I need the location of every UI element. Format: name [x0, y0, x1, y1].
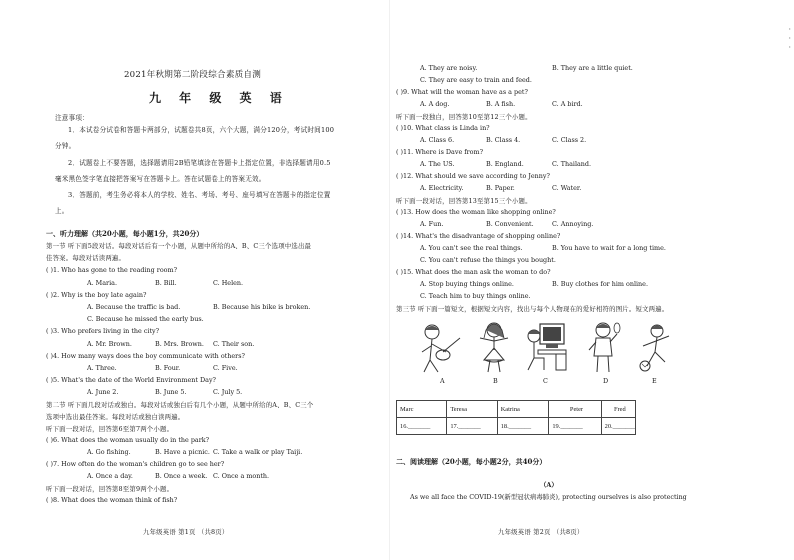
listen-instruction: 听下面一段独白，回答第10至第12三个小题。 [396, 113, 532, 121]
picture-label-c: C [543, 377, 548, 385]
q2-option-c: C. Because he missed the early bus. [87, 315, 204, 323]
answer-table [396, 400, 636, 435]
q9-stem: ( )9. What will the woman have as a pet? [396, 88, 528, 96]
q14-stem: ( )14. What's the disadvantage of shopping online? [396, 232, 561, 240]
answer-blank-17[interactable]: 17._______ [447, 418, 497, 435]
answer-blank-18[interactable]: 18._______ [497, 418, 549, 435]
q1-option-c: C. Helen. [213, 279, 244, 287]
q7-option-a: A. Once a day. [87, 472, 133, 480]
footer-right: 九年级英语 第2页 （共8页） [498, 528, 584, 536]
part2-title: 二、阅读理解（20小题，每小题2分，共40分） [396, 457, 547, 466]
q12-option-c: C. Water. [552, 184, 582, 192]
picture-e-football-player [635, 322, 679, 374]
q11-option-a: A. The US. [420, 160, 455, 168]
passage-first-line: As we all face the COVID-19(新型冠状病毒肺炎), protecting ourselves is also protecting [410, 493, 687, 501]
q4-option-c: C. Five. [213, 364, 238, 372]
sec1-intro: 佳答案。每段对话读两遍。 [46, 254, 126, 262]
notes-heading: 注意事项： [55, 114, 89, 122]
table-cell: Marc [397, 401, 447, 418]
q1-option-a: A. Maria. [87, 279, 117, 287]
subject-title: 九 年 级 英 语 [149, 91, 289, 105]
q9-option-a: A. A dog. [420, 100, 450, 108]
q13-stem: ( )13. How does the woman like shopping online? [396, 208, 556, 216]
q1-option-b: B. Bill. [155, 279, 177, 287]
q6-option-b: B. Have a picnic. [155, 448, 210, 456]
q13-option-b: B. Convenient. [486, 220, 534, 228]
q15-option-a: A. Stop buying things online. [420, 280, 514, 288]
picture-a-guitar-player [410, 322, 466, 374]
q2-stem: ( )2. Why is the boy late again? [46, 291, 147, 299]
q14-option-a: A. You can't see the real things. [420, 244, 523, 252]
picture-c-computer-user [522, 318, 570, 374]
answer-blank-16[interactable]: 16._______ [397, 418, 447, 435]
q10-option-b: B. Class 4. [486, 136, 521, 144]
q7-stem: ( )7. How often do the woman's children go to see her? [46, 460, 225, 468]
picture-label-a: A [440, 377, 445, 385]
notes-line: 分钟。 [55, 142, 76, 150]
picture-label-e: E [652, 377, 657, 385]
q7-option-b: B. Once a week. [155, 472, 208, 480]
q3-option-a: A. Mr. Brown. [87, 340, 132, 348]
notes-line: 3．答题前，考生务必将本人的学校、姓名、考场、考号、座号填写在答题卡的指定位置 [68, 191, 331, 199]
q2-option-a: A. Because the traffic is bad. [87, 303, 181, 311]
table-cell: Fred [601, 401, 635, 418]
q9-option-c: C. A bird. [552, 100, 583, 108]
listen-instruction: 听下面一段对话，回答第8至第9两个小题。 [46, 485, 174, 493]
picture-b-dancing-girl [472, 320, 518, 374]
sec2-intro: 选项中选出最佳答案。每段对话或独白读两遍。 [46, 413, 185, 421]
binding-edge-marks: · · · [788, 25, 791, 52]
notes-line: 1．本试卷分试卷和答题卡两部分，试题卷共8页，六个大题，满分120分，考试时间100 [68, 126, 335, 134]
q1-stem: ( )1. Who has gone to the reading room? [46, 266, 178, 274]
q15-option-c: C. Teach him to buy things online. [420, 292, 531, 300]
q12-option-b: B. Paper. [486, 184, 515, 192]
q13-option-a: A. Fun. [420, 220, 444, 228]
q3-option-b: B. Mrs. Brown. [155, 340, 204, 348]
q14-option-c: C. You can't refuse the things you bought. [420, 256, 556, 264]
q6-option-c: C. Take a walk or play Taiji. [213, 448, 303, 456]
table-cell: Teresa [447, 401, 497, 418]
picture-label-b: B [493, 377, 498, 385]
q4-stem: ( )4. How many ways does the boy communicate with others? [46, 352, 245, 360]
q5-option-c: C. July 5. [213, 388, 243, 396]
q6-stem: ( )6. What does the woman usually do in the park? [46, 436, 210, 444]
q5-option-a: A. June 2. [87, 388, 119, 396]
listen-instruction: 听下面一段对话，回答第13至第15三个小题。 [396, 197, 532, 205]
q14-option-b: B. You have to wait for a long time. [552, 244, 666, 252]
page-divider [389, 0, 390, 560]
q11-option-b: B. England. [486, 160, 524, 168]
sec1-intro: 第一节 听下面5段对话。每段对话后有一个小题，从题中所给的A、B、C三个选项中选出最 [46, 242, 312, 250]
q7-option-c: C. Once a month. [213, 472, 270, 480]
answer-blank-20[interactable]: 20._______ [601, 418, 635, 435]
q2-option-b: B. Because his bike is broken. [213, 303, 311, 311]
notes-line: 2．试题卷上不要答题，选择题请用2B铅笔填涂在答题卡上指定位置，非选择题请用0.5 [68, 159, 331, 167]
part1-title: 一、听力理解（共20小题，每小题1分，共20分） [46, 229, 204, 238]
q12-option-a: A. Electricity. [420, 184, 464, 192]
q8-option-b: B. They are a little quiet. [552, 64, 633, 72]
table-row [397, 401, 636, 418]
footer-left: 九年级英语 第1页 （共8页） [143, 528, 229, 536]
q13-option-c: C. Annoying. [552, 220, 594, 228]
q11-stem: ( )11. Where is Dave from? [396, 148, 484, 156]
picture-label-d: D [603, 377, 609, 385]
notes-line: 上。 [55, 207, 69, 215]
q8-option-a: A. They are noisy. [420, 64, 478, 72]
sec2-intro: 第二节 听下面几段对话或独白。每段对话或独白后有几个小题，从题中所给的A、B、C三个 [46, 401, 314, 409]
table-row [397, 418, 636, 435]
q10-stem: ( )10. What class is Linda in? [396, 124, 490, 132]
picture-d-tennis-player [585, 320, 621, 374]
table-cell: Peter [549, 401, 601, 418]
q4-option-b: B. Four. [155, 364, 181, 372]
q4-option-a: A. Three. [87, 364, 117, 372]
q9-option-b: B. A fish. [486, 100, 516, 108]
q15-stem: ( )15. What does the man ask the woman to do? [396, 268, 551, 276]
q5-option-b: B. June 5. [155, 388, 187, 396]
q5-stem: ( )5. What's the date of the World Environment Day? [46, 376, 216, 384]
passage-label: （A） [540, 481, 558, 489]
notes-line: 毫米黑色签字笔直接把答案写在答题卡上。答在试题卷上的答案无效。 [55, 175, 266, 183]
answer-blank-19[interactable]: 19._______ [549, 418, 601, 435]
q12-stem: ( )12. What should we save according to Jenny? [396, 172, 550, 180]
q10-option-a: A. Class 6. [420, 136, 455, 144]
q15-option-b: B. Buy clothes for him online. [552, 280, 648, 288]
q6-option-a: A. Go fishing. [87, 448, 131, 456]
sec3-intro: 第三节 听下面一篇短文，根据短文内容，找出与每个人物现在的爱好相符的图片。短文两遍。 [396, 305, 669, 313]
exam-title: 2021年秋期第二阶段综合素质自测 [124, 70, 261, 80]
q3-stem: ( )3. Who prefers living in the city? [46, 327, 160, 335]
table-cell: Katrina [497, 401, 549, 418]
q3-option-c: C. Their son. [213, 340, 255, 348]
listen-instruction: 听下面一段对话，回答第6至第7两个小题。 [46, 425, 174, 433]
q8-stem: ( )8. What does the woman think of fish? [46, 496, 178, 504]
q8-option-c: C. They are easy to train and feed. [420, 76, 532, 84]
q11-option-c: C. Thailand. [552, 160, 592, 168]
q10-option-c: C. Class 2. [552, 136, 587, 144]
